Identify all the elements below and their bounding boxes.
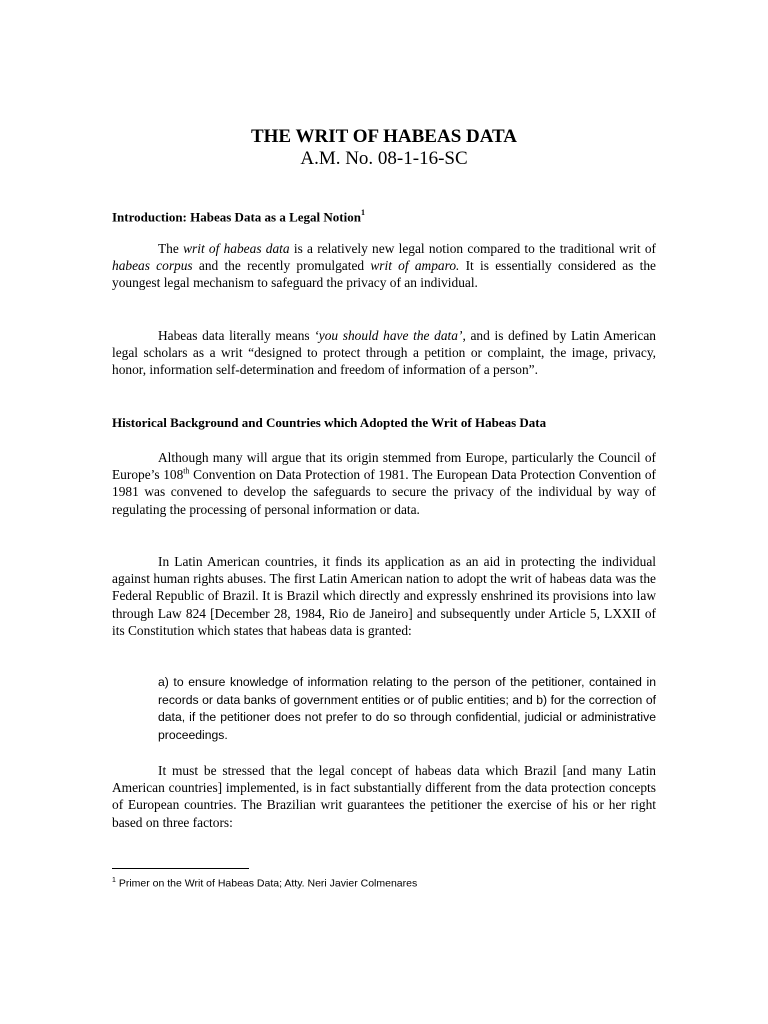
p1-text-2: is a relatively new legal notion compared to the traditional writ of [289,241,656,256]
p3-text-1: Although many will argue that its origin stemmed from Europe, particularly the Council of Europe’s 108 [112,450,656,483]
footnote-mark: 1 [112,877,116,884]
footnote-separator [112,868,249,869]
paragraph-definition [112,327,656,379]
p1-italic-1: writ of habeas data [183,241,290,256]
p3-superscript: th [183,466,190,476]
document-title [112,126,656,170]
p2-italic-1: ‘you should have the data’ [314,328,463,343]
p5-text: It must be stressed that the legal concept of habeas data which Brazil [and many Latin American countries] implemented, is in fact substantially different from the data protection concepts of European countries. The Brazilian writ guarantees the petitioner the exercise of his or her right based on three factors: [112,763,656,830]
intro-heading-text: Introduction: Habeas Data as a Legal Notion [112,209,361,225]
block-quote: a) to ensure knowledge of information relating to the person of the petitioner, contained in records or data banks of government entities or of public entities; and b) for the correction of data, if the petitioner does not prefer to do so through confidential, judicial or administrative proceedings. [158,675,656,742]
footnote [112,874,417,891]
p1-text-1: The [158,241,184,256]
title-line-2: A.M. No. 08-1-16-SC [300,148,468,169]
p2-text-2: , and is defined by Latin American legal scholars as a writ “designed to protect through a petition or complaint, the image, privacy, honor, information self-determination and freedom of information of a person”. [112,328,656,378]
footnote-text: Primer on the Writ of Habeas Data; Atty. Neri Javier Colmenares [115,877,418,890]
p1-italic-2: habeas corpus [112,258,193,274]
p4-text: In Latin American countries, it finds its application as an aid in protecting the individual against human rights abuses. The first Latin American nation to adopt the writ of habeas data was the Federal Republic of Brazil. It is Brazil which directly and expressly enshrined its provisions into law through Law 824 [December 28, 1984, Rio de Janeiro] and subsequently under Article 5, LXXII of its Constitution which states that habeas data is granted: [112,554,656,638]
footnote-ref: 1 [360,208,365,217]
title-line-1: THE WRIT OF HABEAS DATA [250,126,518,147]
p1-text-3: and the recently promulgated [192,258,371,274]
paragraph-brazil-writ [112,762,656,831]
p1-italic-3: writ of amparo. [370,258,460,274]
p1-text-4: It is essentially considered as the youngest legal mechanism to safeguard the privacy of an individual. [112,258,656,291]
history-heading: Historical Background and Countries which Adopted the Writ of Habeas Data [112,415,547,430]
paragraph-intro [112,240,656,292]
p2-text-1: Habeas data literally means [158,328,315,343]
paragraph-europe [112,449,656,518]
paragraph-latin-america [112,553,656,639]
intro-heading [112,206,365,225]
p3-text-2: Convention on Data Protection of 1981. The European Data Protection Convention of 1981 was convened to develop the safeguards to secure the privacy of the individual by way of regulating the processing of personal information or data. [112,467,656,517]
